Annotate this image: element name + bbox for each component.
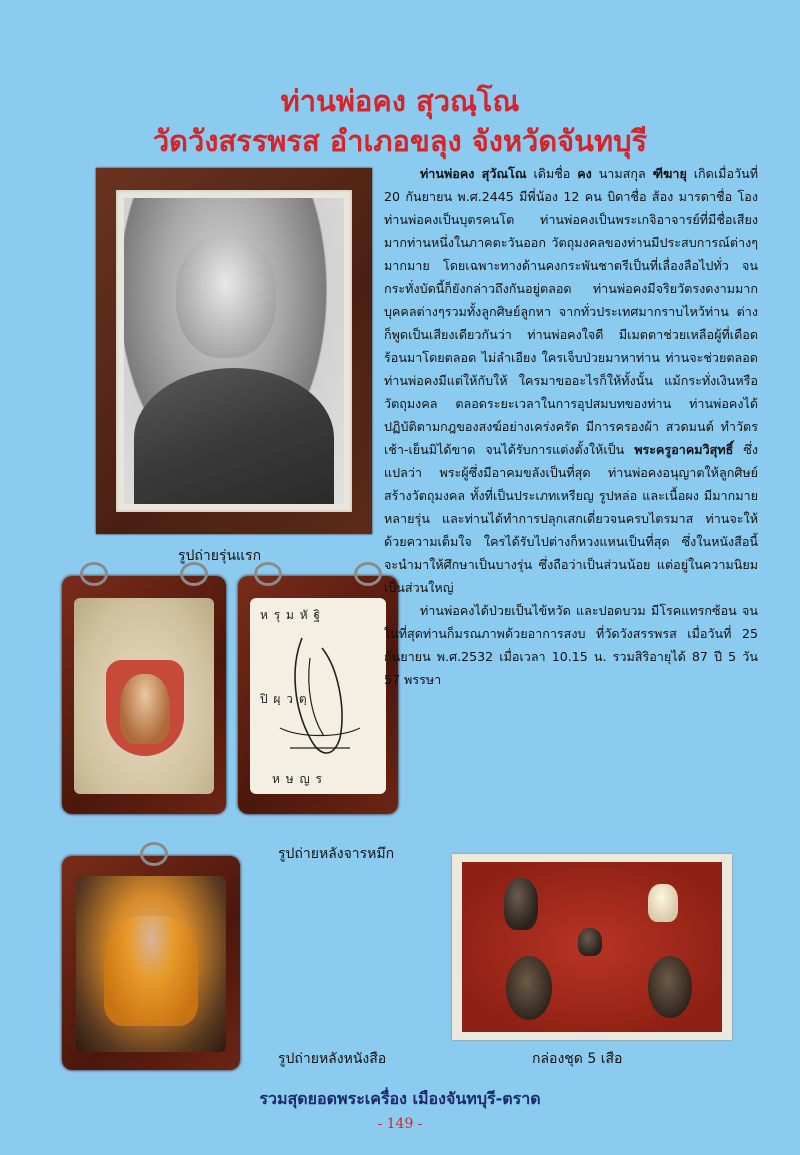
amulet-loop [140, 842, 168, 866]
caption-portrait: รูปถ่ายรุ่นแรก [178, 548, 262, 564]
amulet-loop [354, 562, 382, 586]
footer-book-title: รวมสุดยอดพระเครื่อง เมืองจันทบุรี-ตราด [259, 1089, 541, 1108]
box-set [452, 854, 732, 1040]
page-number: - 149 - [377, 1116, 423, 1132]
amulet-coin [506, 956, 552, 1020]
amulet-book-back [62, 856, 240, 1070]
amulet-inner [76, 876, 226, 1052]
portrait-head [176, 233, 276, 358]
amulet-monk-figure [104, 916, 198, 1026]
monk-name: ท่านพ่อคง สุวัณโณ [420, 166, 527, 181]
yantra-text-mid: ปิ ผฺ ว ตฺ [260, 692, 308, 706]
amulet-photo-front [62, 576, 226, 814]
yantra-text-bottom: ห ษ ญ ร [272, 772, 323, 786]
portrait-frame [96, 168, 372, 534]
article-paragraph-1 [384, 162, 758, 599]
amulet-figure [120, 674, 170, 744]
amulet-loop [80, 562, 108, 586]
amulet-inner [74, 598, 214, 794]
caption-book-back: รูปถ่ายหลังหนังสือ [278, 1051, 387, 1067]
page-title: ท่านพ่อคง สุวณฺโณ [280, 84, 520, 118]
monk-title: พระครูอาคมวิสุทธิ์ [634, 442, 734, 457]
box-velvet [462, 862, 722, 1032]
caption-ink-back: รูปถ่ายหลังจารหมึก [278, 846, 395, 862]
portrait-photo [124, 198, 344, 504]
amulet-piece [504, 878, 538, 930]
amulet-coin [648, 956, 692, 1018]
amulet-inner [250, 598, 386, 794]
amulet-piece [648, 884, 678, 922]
portrait-robe [134, 368, 334, 504]
article-body [384, 162, 758, 691]
amulet-loop [180, 562, 208, 586]
article-paragraph-2: ท่านพ่อคงได้ป่วยเป็นไข้หวัด และปอดบวม มีโรคแทรกซ้อน จนในที่สุดท่านก็มรณภาพด้วยอาการสงบ ที่วัดวังสรรพรส เมื่อวันที่ 25 กันยายน พ.ศ.2532 เมื่อเวลา 10.15 น. รวมสิริอายุได้ 87 ปี 5 วัน 57 พรรษา [384, 603, 758, 687]
article-text: เกิดเมื่อวันที่ 20 กันยายน พ.ศ.2445 มีพี่น้อง 12 คน บิดาชื่อ ส้อง มารดาชื่อ โอง ท่านพ่อคงเป็นบุตรคนโต ท่านพ่อคงเป็นพระเกจิอาจารย์ที่มีชื่อเสียงมากท่านหนึ่งในภาคตะวันออก วัตถุมงคลของท่านมีประสบการณ์ต่างๆมากมาย โดยเฉพาะทางด้านคงกระพันชาตรีเป็นที่เลื่องลือไปทั่ว จนกระทั่งบัดนี้ก็ยังกล่าวถึงกันอยู่ตลอด ท่านพ่อคงมีจริยวัตรงดงามมาก บุคคลต่างๆรวมทั้งลูกศิษย์ลูกหา จากทั่วประเทศมากราบไหว้ท่าน ต่างก็พูดเป็นเสียงเดียวกันว่า ท่านพ่อคงใจดี มีเมตตาช่วยเหลือผู้ที่เดือดร้อนมาโดยตลอด ไม่ลำเอียง ใครเจ็บป่วยมาหาท่าน ท่านจะช่วยตลอด ท่านพ่อคงมีแต่ให้กับให้ ใครมาขออะไรก็ให้ทั้งนั้น แม้กระทั่งเงินหรือวัตถุมงคล ตลอดระยะเวลาในการอุปสมบทของท่าน ท่านพ่อคงได้ปฏิบัติตามกฎของสงฆ์อย่างเคร่งครัด มีการครองผ้า สวดมนต์ ทำวัตรเช้า-เย็นมิได้ขาด จนได้รับการแต่งตั้งให้เป็น [384, 166, 758, 457]
yantra-text-top: ห รุ ม หั ฐิ [260, 608, 322, 622]
amulet-loop [254, 562, 282, 586]
page-subtitle: วัดวังสรรพรส อำเภอขลุง จังหวัดจันทบุรี [152, 124, 648, 158]
amulet-ink-back [238, 576, 398, 814]
amulet-piece [578, 928, 602, 956]
monk-surname: ฑีฆายุ [652, 166, 687, 181]
article-text: นามสกุล [591, 166, 653, 181]
portrait-mat [116, 190, 352, 512]
caption-box-set: กล่องชุด 5 เสือ [532, 1051, 623, 1067]
monk-first-name: คง [577, 166, 592, 181]
article-text: เดิมชื่อ [526, 166, 578, 181]
article-text: ซึ่งแปลว่า พระผู้ซึ่งมีอาคมขลังเป็นที่สุด ท่านพ่อคงอนุญาตให้ลูกศิษย์สร้างวัตถุมงคล ทั้งที่เป็นประเภทเหรียญ รูปหล่อ และเนื้อผง มีมากมายหลายรุ่น และท่านได้ทำการปลุกเสกเดี่ยวจนครบไตรมาส ท่านจะให้ด้วยความเต็มใจ ใครได้รับไปต่างก็หวงแหนเป็นที่สุด ซึ่งในหนังสือนี้ จะนำมาให้ศึกษาเป็นบางรุ่น ซึ่งถือว่าเป็นส่วนน้อย แต่อยู่ในความนิยมเป็นส่วนใหญ่ [384, 442, 758, 595]
